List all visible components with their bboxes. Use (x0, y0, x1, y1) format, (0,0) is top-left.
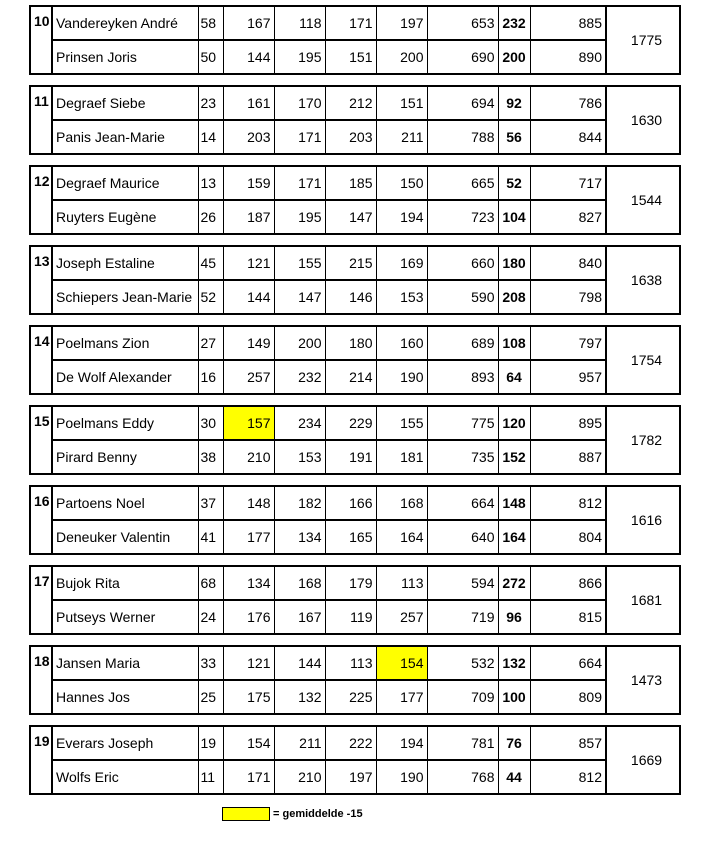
game-score-g2: 171 (274, 120, 325, 153)
player-final-total: 844 (530, 120, 606, 153)
player-name: Deneuker Valentin (52, 520, 198, 553)
handicap-points: 104 (498, 200, 530, 233)
game-score-g2: 153 (274, 440, 325, 473)
game-score-g2: 200 (274, 327, 325, 360)
game-score-g3: 222 (325, 727, 376, 760)
game-score-g4: 113 (376, 567, 427, 600)
game-score-g1: 161 (223, 87, 274, 120)
player-name: Schiepers Jean-Marie (52, 280, 198, 313)
player-name: Bujok Rita (52, 567, 198, 600)
game-score-g2: 155 (274, 247, 325, 280)
handicap-points: 56 (498, 120, 530, 153)
scratch-total: 893 (427, 360, 498, 393)
team-total: 1616 (630, 512, 663, 528)
team-total: 1782 (630, 432, 663, 448)
game-score-g3: 151 (325, 40, 376, 73)
game-score-g3: 212 (325, 87, 376, 120)
table-row (31, 87, 686, 120)
player-handicap-avg: 37 (198, 487, 223, 520)
player-name: Ruyters Eugène (52, 200, 198, 233)
player-name: Putseys Werner (52, 600, 198, 633)
player-name: Wolfs Eric (52, 760, 198, 793)
game-score-g1: 159 (223, 167, 274, 200)
handicap-points: 76 (498, 727, 530, 760)
team-total: 1775 (630, 32, 663, 48)
scratch-total: 664 (427, 487, 498, 520)
scratch-total: 590 (427, 280, 498, 313)
player-handicap-avg: 16 (198, 360, 223, 393)
table-row (31, 407, 686, 440)
game-score-g2: 134 (274, 520, 325, 553)
team-block (29, 165, 681, 235)
team-total: 1669 (630, 752, 663, 768)
game-score-g2: 195 (274, 40, 325, 73)
game-score-g2: 168 (274, 567, 325, 600)
game-score-g2: 234 (274, 407, 325, 440)
handicap-points: 96 (498, 600, 530, 633)
table-row (31, 7, 686, 40)
player-handicap-avg: 14 (198, 120, 223, 153)
scratch-total: 709 (427, 680, 498, 713)
game-score-g1: 257 (223, 360, 274, 393)
handicap-points: 180 (498, 247, 530, 280)
game-score-g2: 171 (274, 167, 325, 200)
game-score-g2: 144 (274, 647, 325, 680)
scratch-total: 768 (427, 760, 498, 793)
game-score-g3: 165 (325, 520, 376, 553)
player-final-total: 866 (530, 567, 606, 600)
player-name: Joseph Estaline (52, 247, 198, 280)
game-score-g3: 214 (325, 360, 376, 393)
player-final-total: 895 (530, 407, 606, 440)
legend-label: = gemiddelde -15 (273, 808, 363, 820)
handicap-points: 148 (498, 487, 530, 520)
game-score-g1: 177 (223, 520, 274, 553)
team-number: 13 (31, 247, 52, 313)
game-score-g3: 185 (325, 167, 376, 200)
scratch-total: 694 (427, 87, 498, 120)
table-row (31, 647, 686, 680)
player-handicap-avg: 38 (198, 440, 223, 473)
handicap-points: 272 (498, 567, 530, 600)
game-score-g3: 179 (325, 567, 376, 600)
game-score-g4: 160 (376, 327, 427, 360)
scratch-total: 660 (427, 247, 498, 280)
game-score-g1: 171 (223, 760, 274, 793)
handicap-points: 164 (498, 520, 530, 553)
game-score-g1: 210 (223, 440, 274, 473)
game-score-g1: 134 (223, 567, 274, 600)
player-handicap-avg: 26 (198, 200, 223, 233)
player-final-total: 717 (530, 167, 606, 200)
player-name: Degraef Maurice (52, 167, 198, 200)
game-score-g4: 150 (376, 167, 427, 200)
player-handicap-avg: 23 (198, 87, 223, 120)
team-total: 1473 (630, 672, 663, 688)
scratch-total: 532 (427, 647, 498, 680)
handicap-points: 64 (498, 360, 530, 393)
player-name: Everars Joseph (52, 727, 198, 760)
game-score-g3: 191 (325, 440, 376, 473)
team-number: 15 (31, 407, 52, 473)
game-score-g1: 149 (223, 327, 274, 360)
player-name: Jansen Maria (52, 647, 198, 680)
team-number: 12 (31, 167, 52, 233)
game-score-g2: 132 (274, 680, 325, 713)
game-score-g1: 175 (223, 680, 274, 713)
table-row (31, 327, 686, 360)
player-name: Degraef Siebe (52, 87, 198, 120)
handicap-points: 208 (498, 280, 530, 313)
player-handicap-avg: 30 (198, 407, 223, 440)
table-row (31, 280, 686, 313)
table-row (31, 120, 686, 153)
handicap-points: 232 (498, 7, 530, 40)
table-row (31, 680, 686, 713)
game-score-g4: 154 (376, 647, 427, 680)
game-score-g1: 187 (223, 200, 274, 233)
game-score-g2: 195 (274, 200, 325, 233)
player-final-total: 798 (530, 280, 606, 313)
table-row (31, 727, 686, 760)
handicap-points: 152 (498, 440, 530, 473)
scratch-total: 653 (427, 7, 498, 40)
team-total: 1544 (630, 192, 663, 208)
game-score-g3: 180 (325, 327, 376, 360)
table-row (31, 487, 686, 520)
scratch-total: 781 (427, 727, 498, 760)
game-score-g4: 153 (376, 280, 427, 313)
game-score-g4: 190 (376, 760, 427, 793)
game-score-g1: 144 (223, 280, 274, 313)
player-handicap-avg: 41 (198, 520, 223, 553)
player-handicap-avg: 33 (198, 647, 223, 680)
player-final-total: 809 (530, 680, 606, 713)
player-handicap-avg: 58 (198, 7, 223, 40)
player-handicap-avg: 68 (198, 567, 223, 600)
table-row (31, 600, 686, 633)
player-handicap-avg: 24 (198, 600, 223, 633)
player-final-total: 664 (530, 647, 606, 680)
game-score-g1: 157 (223, 407, 274, 440)
game-score-g3: 166 (325, 487, 376, 520)
table-row (31, 40, 686, 73)
handicap-points: 132 (498, 647, 530, 680)
team-number: 18 (31, 647, 52, 713)
player-handicap-avg: 52 (198, 280, 223, 313)
game-score-g2: 232 (274, 360, 325, 393)
team-block (29, 485, 681, 555)
player-name: De Wolf Alexander (52, 360, 198, 393)
game-score-g4: 168 (376, 487, 427, 520)
player-handicap-avg: 13 (198, 167, 223, 200)
scratch-total: 690 (427, 40, 498, 73)
handicap-points: 100 (498, 680, 530, 713)
player-name: Poelmans Zion (52, 327, 198, 360)
handicap-points: 108 (498, 327, 530, 360)
player-handicap-avg: 19 (198, 727, 223, 760)
game-score-g1: 144 (223, 40, 274, 73)
game-score-g2: 170 (274, 87, 325, 120)
handicap-points: 52 (498, 167, 530, 200)
scratch-total: 788 (427, 120, 498, 153)
player-handicap-avg: 45 (198, 247, 223, 280)
game-score-g3: 171 (325, 7, 376, 40)
scratch-total: 640 (427, 520, 498, 553)
game-score-g3: 119 (325, 600, 376, 633)
player-final-total: 840 (530, 247, 606, 280)
game-score-g4: 190 (376, 360, 427, 393)
game-score-g4: 211 (376, 120, 427, 153)
player-handicap-avg: 25 (198, 680, 223, 713)
team-total: 1754 (630, 352, 663, 368)
table-row (31, 167, 686, 200)
scratch-total: 665 (427, 167, 498, 200)
team-block (29, 5, 681, 75)
game-score-g4: 151 (376, 87, 427, 120)
game-score-g3: 225 (325, 680, 376, 713)
game-score-g4: 194 (376, 727, 427, 760)
player-final-total: 885 (530, 7, 606, 40)
handicap-points: 120 (498, 407, 530, 440)
player-name: Hannes Jos (52, 680, 198, 713)
scratch-total: 689 (427, 327, 498, 360)
scratch-total: 735 (427, 440, 498, 473)
team-number: 19 (31, 727, 52, 793)
player-final-total: 957 (530, 360, 606, 393)
team-block (29, 325, 681, 395)
team-block (29, 725, 681, 795)
team-block (29, 405, 681, 475)
game-score-g4: 181 (376, 440, 427, 473)
table-row (31, 247, 686, 280)
game-score-g2: 210 (274, 760, 325, 793)
game-score-g3: 215 (325, 247, 376, 280)
game-score-g2: 147 (274, 280, 325, 313)
scratch-total: 775 (427, 407, 498, 440)
scratch-total: 594 (427, 567, 498, 600)
player-name: Panis Jean-Marie (52, 120, 198, 153)
game-score-g3: 203 (325, 120, 376, 153)
player-final-total: 812 (530, 487, 606, 520)
player-handicap-avg: 11 (198, 760, 223, 793)
player-final-total: 804 (530, 520, 606, 553)
table-row (31, 360, 686, 393)
player-name: Partoens Noel (52, 487, 198, 520)
team-number: 10 (31, 7, 52, 73)
game-score-g2: 211 (274, 727, 325, 760)
team-block (29, 245, 681, 315)
player-final-total: 887 (530, 440, 606, 473)
player-final-total: 786 (530, 87, 606, 120)
handicap-points: 44 (498, 760, 530, 793)
game-score-g4: 257 (376, 600, 427, 633)
game-score-g4: 197 (376, 7, 427, 40)
team-total: 1681 (630, 592, 663, 608)
game-score-g4: 155 (376, 407, 427, 440)
player-final-total: 812 (530, 760, 606, 793)
team-number: 14 (31, 327, 52, 393)
game-score-g1: 176 (223, 600, 274, 633)
team-number: 17 (31, 567, 52, 633)
scratch-total: 723 (427, 200, 498, 233)
team-block (29, 645, 681, 715)
game-score-g3: 146 (325, 280, 376, 313)
team-number: 16 (31, 487, 52, 553)
game-score-g3: 229 (325, 407, 376, 440)
game-score-g1: 121 (223, 647, 274, 680)
legend (222, 806, 363, 822)
table-row (31, 520, 686, 553)
game-score-g1: 203 (223, 120, 274, 153)
game-score-g2: 167 (274, 600, 325, 633)
player-final-total: 890 (530, 40, 606, 73)
table-row (31, 567, 686, 600)
team-number: 11 (31, 87, 52, 153)
game-score-g4: 169 (376, 247, 427, 280)
player-name: Pirard Benny (52, 440, 198, 473)
player-handicap-avg: 27 (198, 327, 223, 360)
player-name: Prinsen Joris (52, 40, 198, 73)
game-score-g1: 167 (223, 7, 274, 40)
team-total: 1638 (630, 272, 663, 288)
player-name: Poelmans Eddy (52, 407, 198, 440)
game-score-g2: 118 (274, 7, 325, 40)
game-score-g4: 177 (376, 680, 427, 713)
team-total: 1630 (630, 112, 663, 128)
game-score-g1: 154 (223, 727, 274, 760)
player-name: Vandereyken André (52, 7, 198, 40)
team-block (29, 85, 681, 155)
player-final-total: 815 (530, 600, 606, 633)
game-score-g4: 200 (376, 40, 427, 73)
game-score-g3: 147 (325, 200, 376, 233)
table-row (31, 440, 686, 473)
scratch-total: 719 (427, 600, 498, 633)
handicap-points: 92 (498, 87, 530, 120)
game-score-g2: 182 (274, 487, 325, 520)
team-block (29, 565, 681, 635)
table-row (31, 200, 686, 233)
player-final-total: 827 (530, 200, 606, 233)
game-score-g3: 197 (325, 760, 376, 793)
player-final-total: 857 (530, 727, 606, 760)
game-score-g4: 194 (376, 200, 427, 233)
handicap-points: 200 (498, 40, 530, 73)
game-score-g4: 164 (376, 520, 427, 553)
game-score-g1: 148 (223, 487, 274, 520)
player-final-total: 797 (530, 327, 606, 360)
game-score-g3: 113 (325, 647, 376, 680)
table-row (31, 760, 686, 793)
legend-highlight-swatch (222, 807, 270, 821)
game-score-g1: 121 (223, 247, 274, 280)
player-handicap-avg: 50 (198, 40, 223, 73)
